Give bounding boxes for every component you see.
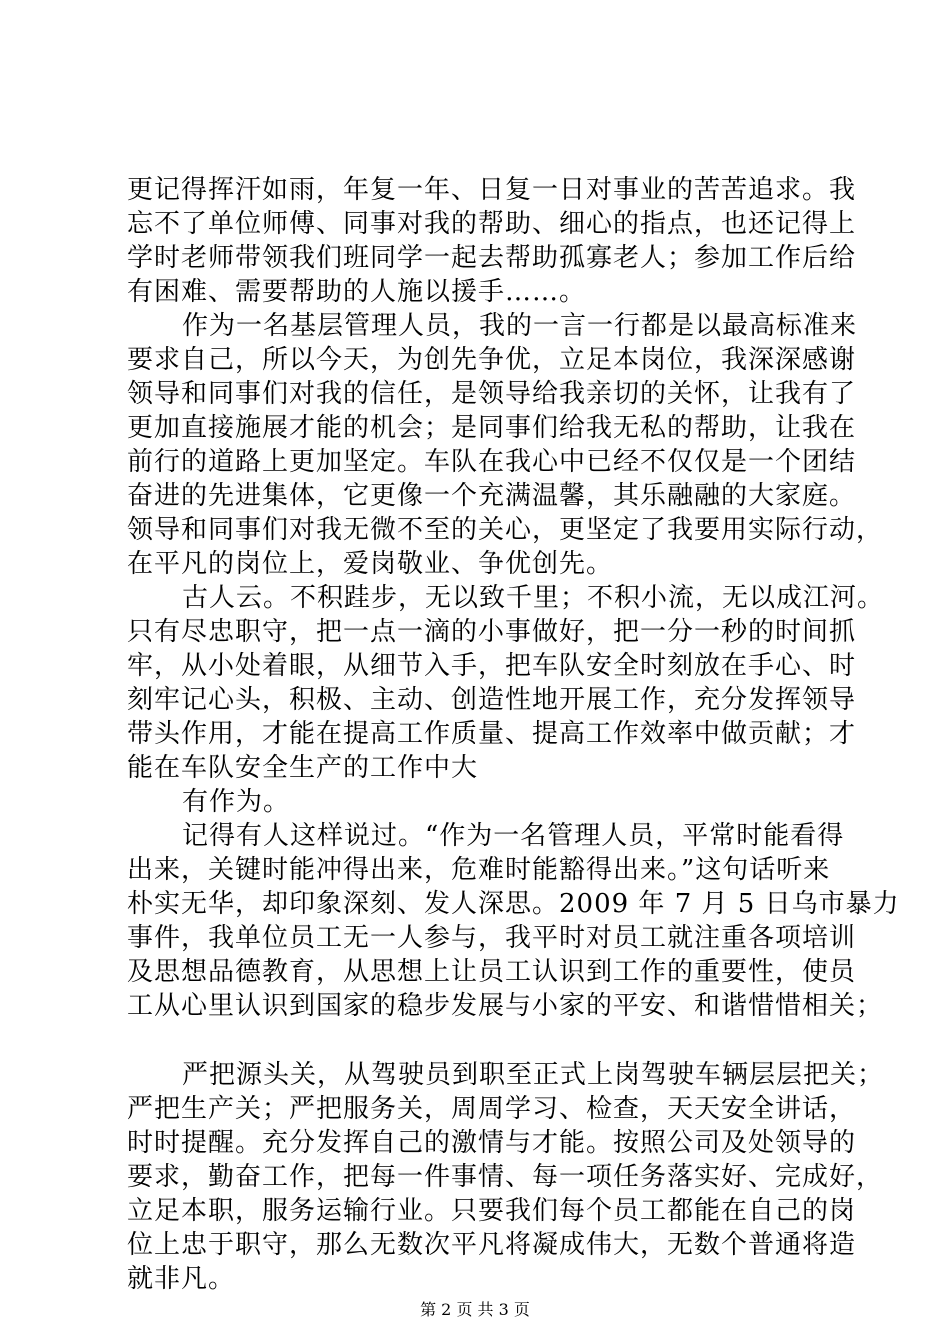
body-line-7: 领导和同事们对我的信任，是领导给我亲切的关怀，让我有了 — [127, 379, 857, 409]
body-line-24: 及思想品德教育，从思想上让员工认识到工作的重要性，使员 — [127, 957, 857, 987]
body-line-8: 更加直接施展才能的机会；是同事们给我无私的帮助，让我在 — [127, 413, 857, 443]
body-line-21: 出来，关键时能冲得出来，危难时能豁得出来。”这句话听来 — [127, 855, 831, 885]
body-line-29: 要求，勤奋工作，把每一件事情、每一项任务落实好、完成好， — [127, 1162, 884, 1192]
body-line-12: 在平凡的岗位上，爱岗敬业、争优创先。 — [127, 549, 614, 579]
body-line-6: 要求自己，所以今天，为创先争优，立足本岗位，我深深感谢 — [127, 345, 857, 375]
body-line-28: 时时提醒。充分发挥自己的激情与才能。按照公司及处领导的 — [127, 1128, 857, 1158]
body-line-3: 学时老师带领我们班同学一起去帮助孤寡老人；参加工作后给 — [127, 243, 857, 273]
body-line-5: 作为一名基层管理人员，我的一言一行都是以最高标准来 — [182, 311, 858, 341]
body-line-22: 朴实无华，却印象深刻、发人深思。2009 年 7 月 5 日乌市暴力 — [127, 889, 900, 919]
body-line-4: 有困难、需要帮助的人施以援手……。 — [127, 277, 587, 307]
body-line-16: 刻牢记心头，积极、主动、创造性地开展工作，充分发挥领导 — [127, 685, 857, 715]
body-line-18: 能在车队安全生产的工作中大 — [127, 753, 479, 783]
body-line-23: 事件，我单位员工无一人参与，我平时对员工就注重各项培训 — [127, 923, 857, 953]
body-line-9: 前行的道路上更加坚定。车队在我心中已经不仅仅是一个团结 — [127, 447, 857, 477]
body-line-10: 奋进的先进集体，它更像一个充满温馨，其乐融融的大家庭。 — [127, 481, 857, 511]
body-line-31: 位上忠于职守，那么无数次平凡将凝成伟大，无数个普通将造 — [127, 1230, 857, 1260]
body-line-19: 有作为。 — [182, 787, 291, 817]
body-line-25: 工从心里认识到国家的稳步发展与小家的平安、和谐惜惜相关； — [127, 991, 884, 1021]
body-line-20: 记得有人这样说过。“作为一名管理人员，平常时能看得 — [182, 821, 845, 851]
body-line-13: 古人云。不积跬步，无以致千里；不积小流，无以成江河。 — [182, 583, 885, 613]
body-line-30: 立足本职，服务运输行业。只要我们每个员工都能在自己的岗 — [127, 1196, 857, 1226]
body-line-27: 严把生产关；严把服务关，周周学习、检查，天天安全讲话， — [127, 1094, 857, 1124]
body-line-17: 带头作用，才能在提高工作质量、提高工作效率中做贡献；才 — [127, 719, 857, 749]
page-number-footer: 第 2 页 共 3 页 — [420, 1300, 530, 1319]
body-line-1: 更记得挥汗如雨，年复一年、日复一日对事业的苦苦追求。我 — [127, 175, 857, 205]
body-line-26: 严把源头关，从驾驶员到职至正式上岗驾驶车辆层层把关； — [182, 1060, 885, 1090]
body-line-32: 就非凡。 — [127, 1264, 236, 1294]
body-line-15: 牢，从小处着眼，从细节入手，把车队安全时刻放在手心、时 — [127, 651, 857, 681]
body-line-14: 只有尽忠职守，把一点一滴的小事做好，把一分一秒的时间抓 — [127, 617, 857, 647]
body-line-2: 忘不了单位师傅、同事对我的帮助、细心的指点，也还记得上 — [127, 209, 857, 239]
body-line-11: 领导和同事们对我无微不至的关心，更坚定了我要用实际行动， — [127, 515, 884, 545]
